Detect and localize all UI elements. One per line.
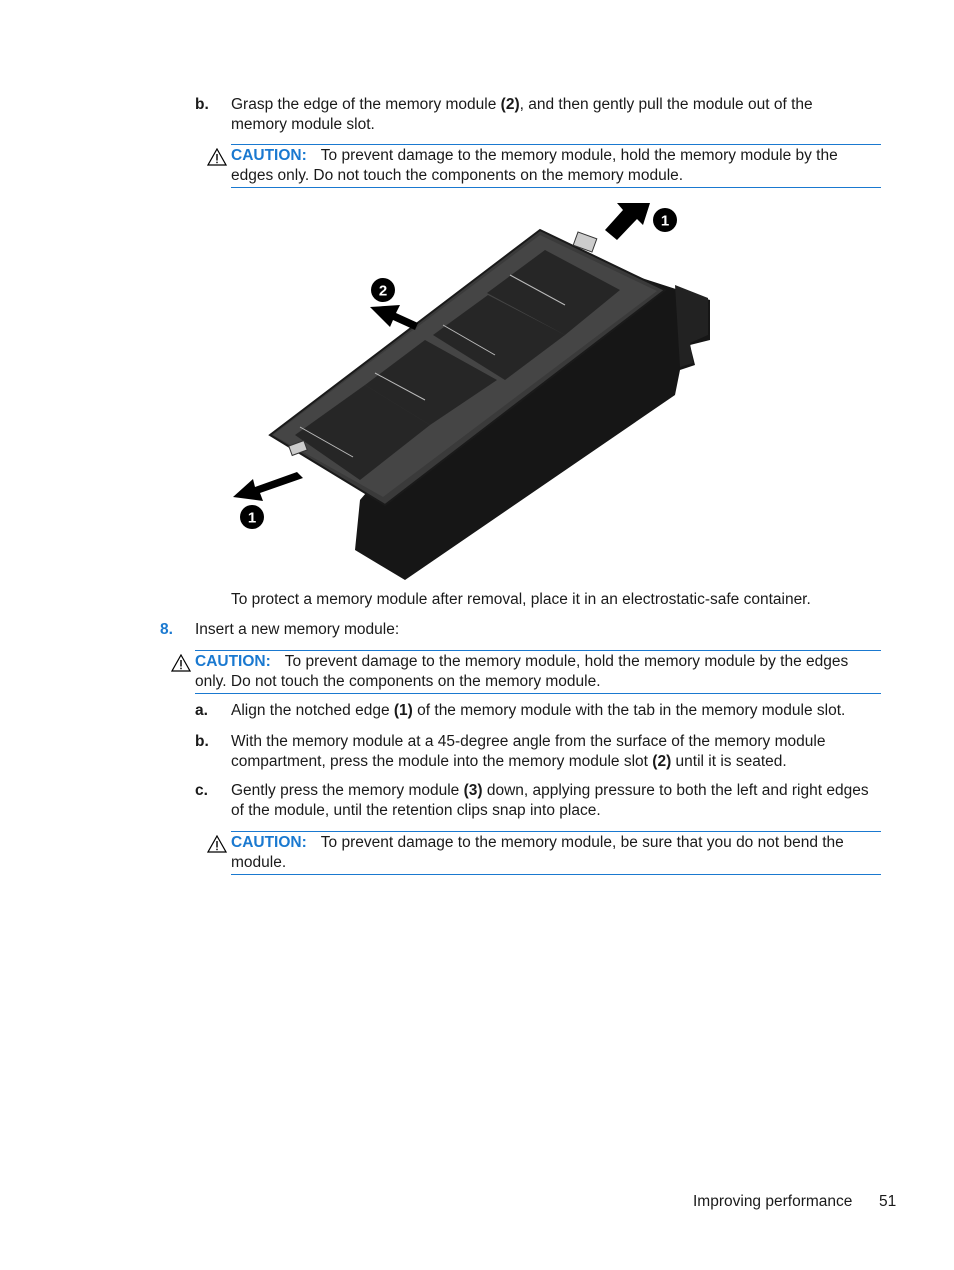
- caution-note: [231, 144, 881, 188]
- step-text: Align the notched edge (1) of the memory module with the tab in the memory module slot.: [231, 702, 846, 719]
- step-number: 8.: [160, 621, 173, 638]
- caution-text: To prevent damage to the memory module, hold the memory module by the edges only. Do not touch the components on the memory module.: [195, 653, 849, 690]
- callout-1: 1: [660, 212, 670, 230]
- caution-label: CAUTION:: [231, 834, 307, 851]
- step-label: a.: [195, 702, 208, 719]
- caution-text: To prevent damage to the memory module, be sure that you do not bend the module.: [231, 834, 844, 871]
- step-text: Insert a new memory module:: [195, 621, 400, 638]
- step-text: With the memory module at a 45-degree angle from the surface of the memory module compartment, press the module into the memory module slot (2) until it is seated.: [231, 733, 826, 770]
- callout-1-lower: 1: [247, 509, 257, 527]
- page-number: 51: [879, 1193, 897, 1210]
- step-label: b.: [195, 96, 209, 113]
- caution-note: [231, 831, 881, 875]
- step-text: Gently press the memory module (3) down, applying pressure to both the left and right edges of the module, until the retention clips snap into place.: [231, 782, 869, 819]
- caution-note: [195, 650, 881, 694]
- warning-triangle-icon: [207, 835, 227, 853]
- caution-label: CAUTION:: [195, 653, 271, 670]
- step-text: Grasp the edge of the memory module (2), and then gently pull the module out of the memory module slot.: [231, 96, 813, 133]
- warning-triangle-icon: [171, 654, 191, 672]
- step-label: b.: [195, 733, 209, 750]
- caution-label: CAUTION:: [231, 147, 307, 164]
- callout-2: 2: [378, 282, 388, 300]
- figure-note: To protect a memory module after removal, place it in an electrostatic-safe container.: [231, 591, 811, 608]
- memory-module-figure: [225, 195, 725, 585]
- step-label: c.: [195, 782, 208, 799]
- warning-triangle-icon: [207, 148, 227, 166]
- caution-text: To prevent damage to the memory module, hold the memory module by the edges only. Do not touch the components on the memory module.: [231, 147, 838, 184]
- footer-section-title: Improving performance: [693, 1193, 853, 1210]
